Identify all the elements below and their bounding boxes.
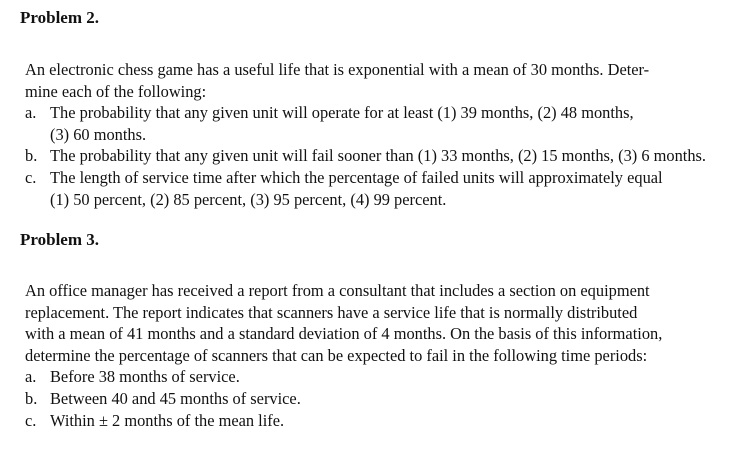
list-item-text: The probability that any given unit will fail sooner than (1) 33 months, (2) 15 months, (3) 6 months.: [50, 146, 706, 166]
list-marker: a.: [25, 367, 37, 387]
problem-2-intro-line: mine each of the following:: [25, 81, 207, 101]
list-item: [25, 102, 740, 145]
list-marker: b.: [25, 146, 38, 166]
problem-3-intro-line: replacement. The report indicates that scanners have a service life that is normally distributed: [25, 302, 638, 322]
list-item: [25, 388, 740, 410]
problem-3-intro-line: with a mean of 41 months and a standard deviation of 4 months. On the basis of this information,: [25, 324, 663, 344]
list-marker: c.: [25, 410, 37, 430]
list-item-text: (1) 50 percent, (2) 85 percent, (3) 95 percent, (4) 99 percent.: [50, 189, 447, 209]
list-item-text: The length of service time after which the percentage of failed units will approximately equal: [50, 167, 663, 187]
list-item-text: Within ± 2 months of the mean life.: [50, 410, 285, 430]
list-marker: a.: [25, 103, 37, 123]
list-item: [25, 366, 740, 388]
list-marker: c.: [25, 167, 37, 187]
list-item: [25, 410, 740, 432]
list-item-text: Before 38 months of service.: [50, 367, 240, 387]
list-item: [25, 145, 740, 167]
problem-2-list: [25, 102, 740, 210]
list-item: [25, 167, 740, 210]
list-marker: b.: [25, 388, 38, 408]
problem-3-intro-line: determine the percentage of scanners that can be expected to fail in the following time periods:: [25, 345, 648, 365]
problem-3-list: [25, 366, 740, 431]
list-item-text: The probability that any given unit will operate for at least (1) 39 months, (2) 48 months,: [50, 103, 634, 123]
problem-2-heading: Problem 2.: [20, 8, 100, 27]
problem-3-heading: Problem 3.: [20, 230, 100, 249]
problem-3-body: [25, 280, 740, 431]
problem-2-body: [25, 59, 740, 210]
list-item-text: Between 40 and 45 months of service.: [50, 388, 301, 408]
problem-2-intro-line: An electronic chess game has a useful life that is exponential with a mean of 30 months. Deter-: [25, 60, 650, 79]
problem-3-intro-line: An office manager has received a report from a consultant that includes a section on equipment: [25, 281, 650, 300]
list-item-text: (3) 60 months.: [50, 124, 147, 144]
